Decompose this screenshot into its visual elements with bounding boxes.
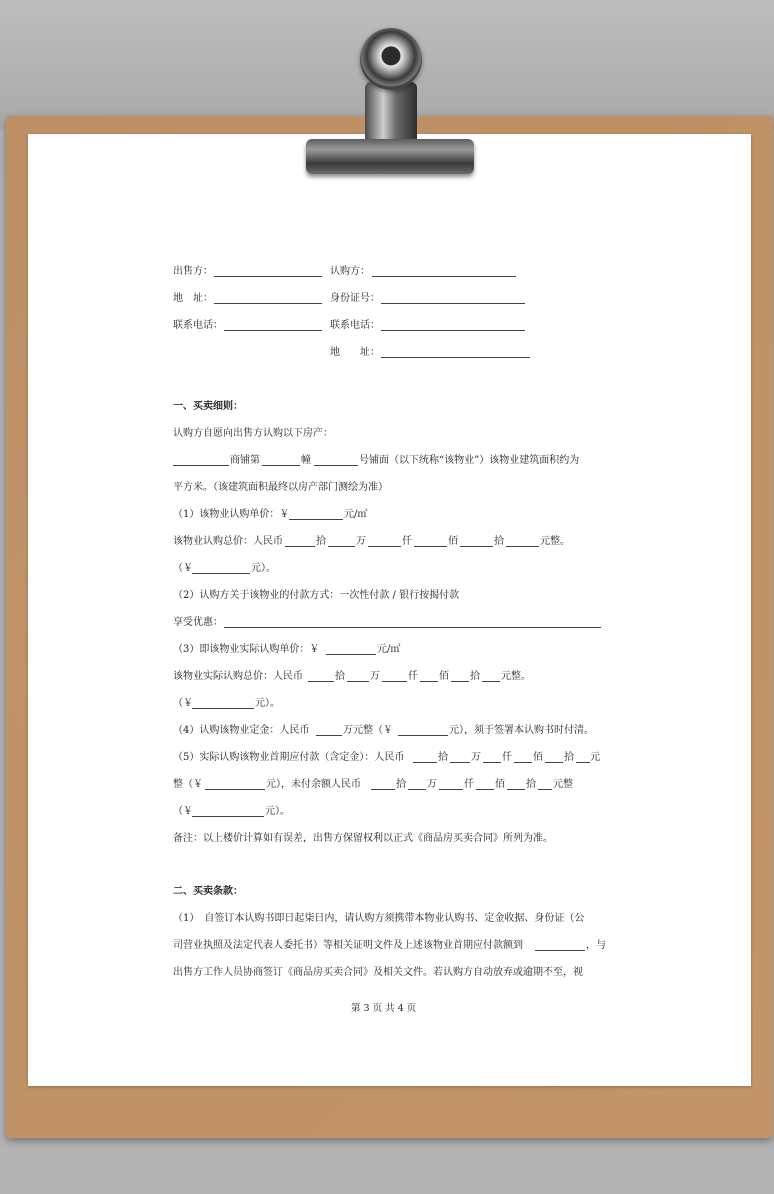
blank (285, 546, 315, 547)
seller-address-blank (214, 303, 322, 304)
clause-text: 万 (471, 752, 481, 763)
clause-text: （￥ (173, 563, 193, 574)
clause-text: 佰 (448, 536, 458, 547)
buyer-phone-label: 联系电话： (330, 320, 380, 331)
blank (192, 573, 250, 574)
clause-text: 元），须于签署本认购书时付清。 (449, 725, 594, 736)
blank (289, 519, 343, 520)
clause-text: 商铺第 (230, 455, 260, 466)
blank (451, 681, 469, 682)
blank (205, 789, 265, 790)
clause-text: 元/㎡ (377, 644, 401, 655)
blank (420, 681, 438, 682)
section2-heading: 二、买卖条款： (173, 886, 243, 897)
blank (262, 465, 300, 466)
buyer-phone-blank (381, 330, 525, 331)
blank (450, 762, 470, 763)
clause-text: 元/㎡ (344, 509, 368, 520)
blank (382, 681, 407, 682)
seller-label: 出售方： (173, 266, 213, 277)
clause-text: 元整 (553, 779, 573, 790)
clause-text: 万元整（￥ (343, 725, 393, 736)
blank (482, 681, 500, 682)
clause-text: （1）该物业认购单价：￥ (173, 509, 290, 520)
clause-text: 仟 (464, 779, 474, 790)
clause-text: （3）即该物业实际认购单价：￥ (173, 644, 320, 655)
clause-text: 元）。 (255, 698, 280, 709)
clause-text: 享受优惠： (173, 617, 223, 628)
discount-blank (224, 627, 601, 628)
clause-text: 元）。 (251, 563, 276, 574)
blank (314, 465, 358, 466)
blank (316, 735, 342, 736)
blank (535, 950, 585, 951)
seller-phone-label: 联系电话： (173, 320, 223, 331)
seller-phone-blank (224, 330, 322, 331)
blank (476, 789, 494, 790)
buyer-address-label: 地 址： (330, 347, 380, 358)
clause-text: 拾 (470, 671, 480, 682)
blank (328, 546, 355, 547)
blank (507, 789, 525, 790)
blank (308, 681, 334, 682)
blank (413, 762, 437, 763)
clause-text: 拾 (564, 752, 574, 763)
blank (371, 789, 395, 790)
blank (347, 681, 369, 682)
blank (545, 762, 563, 763)
blank (538, 789, 552, 790)
clause-text: （4）认购该物业定金：人民币 (173, 725, 310, 736)
blank (173, 465, 229, 466)
clause-text: （1） 自签订本认购书即日起柒日内，请认购方须携带本物业认购书、定金收据、身份证（公 (173, 913, 585, 924)
clause-text: 拾 (396, 779, 406, 790)
clause-text: 拾 (526, 779, 536, 790)
note-text: 备注：以上楼价计算如有误差，出售方保留权利以正式《商品房买卖合同》所列为准。 (173, 833, 553, 844)
clause-text: 平方米。（该建筑面积最终以房产部门测绘为准） (173, 482, 388, 493)
blank (576, 762, 590, 763)
clause-text: 元整。 (540, 536, 570, 547)
clause-text: 佰 (495, 779, 505, 790)
blank (192, 816, 264, 817)
clause-text: 元），未付余额人民币 (266, 779, 361, 790)
clause-text: 仟 (402, 536, 412, 547)
clause-text: （￥ (173, 806, 193, 817)
clip-neck (365, 82, 417, 144)
buyer-label: 认购方： (330, 266, 370, 277)
blank (326, 654, 376, 655)
clause-text: 号铺面（以下统称“该物业”）该物业建筑面积约为 (359, 455, 580, 466)
clause-text: 元）。 (265, 806, 290, 817)
buyer-address-blank (381, 357, 530, 358)
clause-text: （￥ (173, 698, 193, 709)
clause-text: 出售方工作人员协商签订《商品房买卖合同》及相关文件。若认购方自动放弃或逾期不至，视 (173, 967, 583, 978)
clause-text: 拾 (316, 536, 326, 547)
section1-intro: 认购方自愿向出售方认购以下房产： (173, 428, 333, 439)
clause-text: 仟 (502, 752, 512, 763)
binder-clip (306, 139, 474, 174)
blank (192, 708, 254, 709)
clause-text: 元 (590, 752, 600, 763)
seller-blank (214, 276, 322, 277)
id-blank (381, 303, 525, 304)
clause-text: 万 (370, 671, 380, 682)
blank (439, 789, 463, 790)
clause-text: 拾 (335, 671, 345, 682)
blank (460, 546, 493, 547)
clause-text: 万 (427, 779, 437, 790)
clause-text: ，与 (586, 940, 606, 951)
id-label: 身份证号： (330, 293, 380, 304)
clause-text: 司营业执照及法定代表人委托书）等相关证明文件及上述该物业首期应付款额到 (173, 940, 523, 951)
clause-text: 仟 (408, 671, 418, 682)
blank (514, 762, 532, 763)
blank (483, 762, 501, 763)
blank (506, 546, 539, 547)
buyer-blank (372, 276, 516, 277)
section1-heading: 一、买卖细则： (173, 401, 243, 412)
clause-text: 元整。 (501, 671, 531, 682)
clause-text: 拾 (438, 752, 448, 763)
clause-text: （5）实际认购该物业首期应付款（含定金）：人民币 (173, 752, 405, 763)
clause-text: 万 (356, 536, 366, 547)
clause-text: 佰 (439, 671, 449, 682)
clause-text: 佰 (533, 752, 543, 763)
blank (398, 735, 448, 736)
clause-text: 拾 (494, 536, 504, 547)
blank (368, 546, 401, 547)
blank (408, 789, 426, 790)
clause-text: 整（￥ (173, 779, 203, 790)
page-number: 第 3 页 共 4 页 (351, 1003, 417, 1014)
clause-text: 幢 (301, 455, 311, 466)
clause-text: 该物业实际认购总价：人民币 (173, 671, 303, 682)
clause-text: （2）认购方关于该物业的付款方式：一次性付款 / 银行按揭付款 (173, 590, 460, 601)
clause-text: 该物业认购总价：人民币 (173, 536, 283, 547)
clip-ring (360, 28, 422, 90)
seller-address-label: 地 址： (173, 293, 213, 304)
blank (414, 546, 447, 547)
